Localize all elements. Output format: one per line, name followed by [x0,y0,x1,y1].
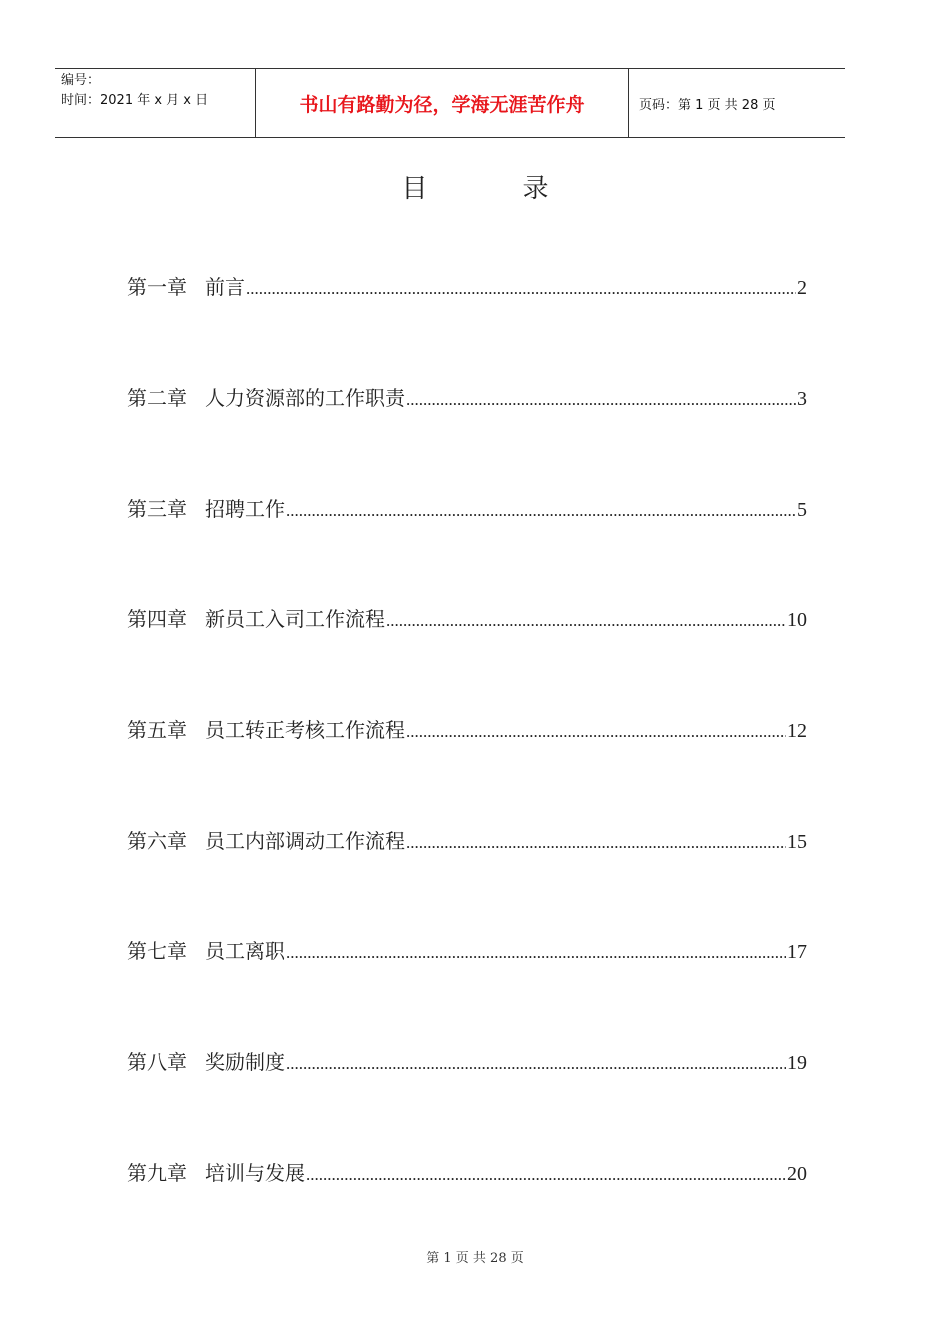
toc-entry-name: 新员工入司工作流程 [205,609,385,631]
toc-entry-name: 招聘工作 [205,499,285,521]
header-motto-cell [256,69,629,137]
toc-chapter: 第四章 [127,609,187,631]
number-label: 编号： [61,73,101,88]
toc-entry[interactable] [127,493,807,519]
toc-chapter: 第三章 [127,499,187,521]
toc-page-number: 19 [787,1052,807,1074]
toc-page-number: 20 [787,1163,807,1185]
toc-entry-name: 员工内部调动工作流程 [205,831,405,853]
toc-leader-dots [286,501,796,521]
toc-chapter: 第二章 [127,388,187,410]
toc-page-number: 3 [797,388,807,410]
toc-leader-dots [386,611,786,631]
toc-title-left: 目 [401,174,428,203]
toc-chapter: 第九章 [127,1163,187,1185]
time-label: 时间：2021 年 x 月 x 日 [61,93,209,108]
toc-leader-dots [286,943,786,963]
page-info: 页码：第 1 页 共 28 页 [639,97,776,113]
toc-entry-name: 员工离职 [205,941,285,963]
toc-entry[interactable] [127,1046,807,1072]
toc-entry-name: 员工转正考核工作流程 [205,720,405,742]
toc-chapter: 第一章 [127,277,187,299]
toc-entry[interactable] [127,935,807,961]
document-header [55,68,845,138]
toc-title-right: 录 [522,174,549,203]
toc-chapter: 第七章 [127,941,187,963]
toc-page-number: 2 [797,277,807,299]
toc-entry[interactable] [127,714,807,740]
footer-page-number: 第 1 页 共 28 页 [426,1251,524,1266]
toc-entry[interactable] [127,603,807,629]
toc-leader-dots [306,1165,786,1185]
toc-entry-name: 人力资源部的工作职责 [205,388,405,410]
toc-entry-name: 奖励制度 [205,1052,285,1074]
toc-page-number: 12 [787,720,807,742]
toc-entry[interactable] [127,271,807,297]
toc-page-number: 5 [797,499,807,521]
toc-entry[interactable] [127,1157,807,1183]
toc-entry[interactable] [127,825,807,851]
toc-page-number: 10 [787,609,807,631]
toc-page-number: 17 [787,941,807,963]
toc-entry-name: 培训与发展 [205,1163,305,1185]
toc-title [0,168,950,205]
toc-leader-dots [406,390,796,410]
toc-chapter: 第八章 [127,1052,187,1074]
toc-leader-dots [406,722,786,742]
toc-leader-dots [406,833,786,853]
header-meta-cell [55,69,256,137]
toc-entry[interactable] [127,382,807,408]
motto-text: 书山有路勤为径，学海无涯苦作舟 [299,93,585,116]
toc-entry-name: 前言 [205,277,245,299]
toc-page-number: 15 [787,831,807,853]
toc-leader-dots [286,1054,786,1074]
toc-leader-dots [246,279,796,299]
toc-chapter: 第六章 [127,831,187,853]
header-page-cell [629,69,845,137]
toc-chapter: 第五章 [127,720,187,742]
page-footer [0,1247,950,1266]
